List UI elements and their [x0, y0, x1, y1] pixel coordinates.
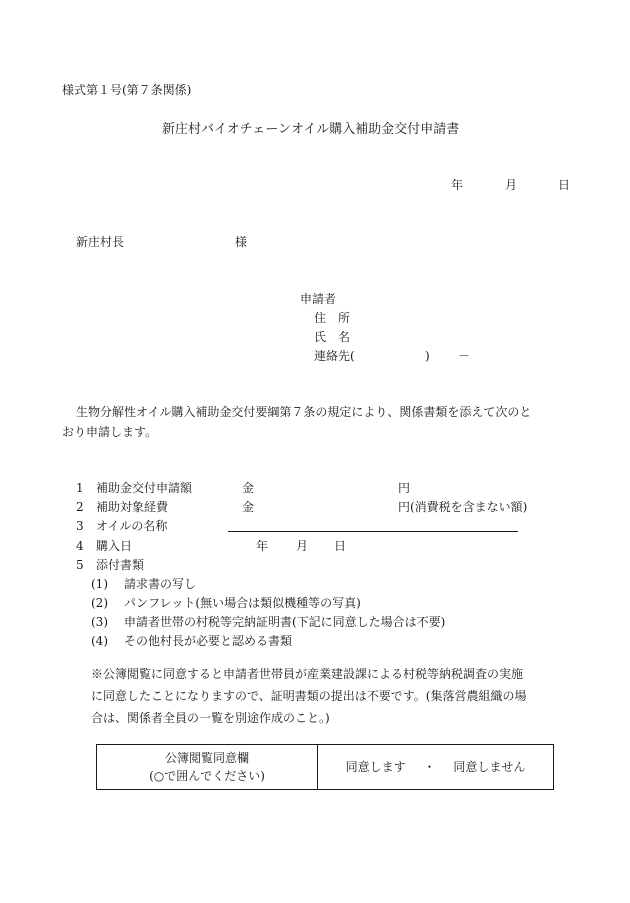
- item-prefix-kin: 金: [242, 481, 255, 495]
- attachment-item: その他村長が必要と認める書類: [124, 634, 293, 648]
- purchase-year: 年: [256, 539, 269, 553]
- consent-label-cell: [97, 745, 318, 790]
- item-label-subsidy-amount: 補助金交付申請額: [96, 481, 193, 495]
- item-suffix-yen: 円: [398, 481, 411, 495]
- item-number: 3: [76, 519, 84, 533]
- attachment-number: (1): [91, 577, 108, 591]
- form-title: 新庄村バイオチェーンオイル購入補助金交付申請書: [162, 122, 460, 137]
- note-line-1: ※公簿閲覧に同意すると申請者世帯員が産業建設課による村税等納税調査の実施: [91, 667, 524, 681]
- item-label-purchase-date: 購入日: [96, 539, 133, 553]
- consent-disagree-option[interactable]: 同意しません: [453, 760, 526, 774]
- intro-line-2: おり申請します。: [62, 425, 158, 439]
- applicant-name-label: 氏 名: [314, 330, 351, 344]
- consent-table: [96, 744, 554, 790]
- consent-separator: ・: [423, 760, 436, 774]
- consent-label-instruction: (○で囲んでください): [149, 769, 265, 783]
- item-number: 5: [76, 558, 84, 572]
- date-year: 年: [451, 178, 464, 192]
- attachment-item: 請求書の写し: [124, 577, 197, 591]
- attachment-number: (2): [91, 596, 108, 610]
- item-label-attachments: 添付書類: [96, 558, 145, 572]
- oil-name-underline: [228, 531, 518, 532]
- intro-line-1: 生物分解性オイル購入補助金交付要綱第７条の規定により、関係書類を添えて次のと: [76, 405, 532, 419]
- applicant-address-label: 住 所: [314, 311, 351, 325]
- note-line-3: 合は、関係者全員の一覧を別途作成のこと。): [91, 711, 330, 725]
- addressee-honorific: 様: [235, 235, 248, 249]
- consent-choice-cell: [318, 745, 554, 790]
- item-label-eligible-cost: 補助対象経費: [96, 500, 169, 514]
- item-number: 4: [76, 539, 84, 553]
- applicant-contact-label: 連絡先(: [314, 349, 355, 363]
- attachment-item: パンフレット(無い場合は類似機種等の写真): [124, 596, 361, 610]
- attachment-number: (4): [91, 634, 108, 648]
- item-label-oil-name: オイルの名称: [96, 519, 168, 533]
- attachment-number: (3): [91, 615, 108, 629]
- date-month: 月: [505, 178, 518, 192]
- applicant-contact-dash: －: [458, 349, 471, 363]
- applicant-heading: 申請者: [300, 292, 337, 306]
- form-number: 様式第１号(第７条関係): [62, 83, 192, 97]
- purchase-month: 月: [296, 539, 309, 553]
- addressee-name: 新庄村長: [76, 235, 125, 249]
- note-line-2: に同意したことになりますので、証明書類の提出は不要です。(集落営農組織の場: [91, 689, 527, 703]
- item-number: 2: [76, 500, 84, 514]
- consent-label-title: 公簿閲覧同意欄: [164, 751, 249, 765]
- item-number: 1: [76, 481, 84, 495]
- item-suffix-yen-tax: 円(消費税を含まない額): [398, 500, 528, 514]
- consent-agree-option[interactable]: 同意します: [345, 760, 406, 774]
- date-day: 日: [558, 178, 571, 192]
- purchase-day: 日: [334, 539, 347, 553]
- applicant-contact-close: ): [425, 349, 430, 363]
- item-prefix-kin: 金: [242, 500, 255, 514]
- attachment-item: 申請者世帯の村税等完納証明書(下記に同意した場合は不要): [124, 615, 446, 629]
